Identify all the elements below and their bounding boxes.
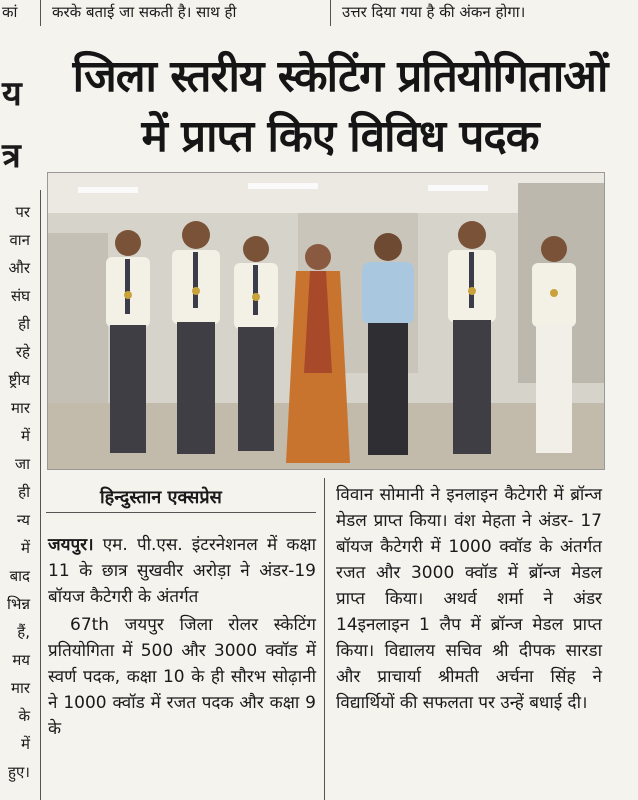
left-fragment: जा <box>14 455 30 473</box>
student-2 <box>172 221 220 454</box>
left-fragment: मार <box>11 399 30 417</box>
column-rule <box>40 190 41 800</box>
column-rule <box>324 478 325 800</box>
left-fragment: भिन्न <box>7 595 30 613</box>
article-column-2 <box>336 482 602 716</box>
left-fragment: पर <box>15 203 30 221</box>
left-fragment: ष्ट्रीय <box>8 371 30 389</box>
left-fragment: और <box>8 259 30 277</box>
photo-illustration <box>48 173 604 469</box>
left-fragment: में <box>21 539 30 557</box>
article-photo <box>47 172 605 470</box>
headline-line-1: जिला स्तरीय स्केटिंग प्रतियोगिताओं <box>72 51 608 102</box>
top-strip-middle: करके बताई जा सकती है। साथ ही <box>52 3 237 21</box>
column-1-paragraph-1: एम. पी.एस. इंटरनेशनल में कक्षा 11 के छात्र सुखवीर अरोड़ा ने अंडर-19 बॉयज कैटेगरी के अंतर्गत <box>48 535 317 607</box>
column-rule <box>40 0 41 26</box>
left-fragment: न्य <box>16 511 30 529</box>
article-column-1 <box>48 532 316 742</box>
headline-line-2: में प्राप्त किए विविध पदक <box>141 111 539 162</box>
left-fragment: हैं, <box>17 623 30 641</box>
column-2-paragraph: विवान सोमानी ने इनलाइन कैटेगरी में ब्रॉन्ज मेडल प्राप्त किया। वंश मेहता ने अंडर- 17 बॉयज कैटेगरी में 1000 क्वॉड के अंतर्गत रजत और 3000 क्वॉड में ब्रॉन्ज मेडल प्राप्त किया। अथर्व शर्मा ने अंडर 14इनलाइन 1 लैप में ब्रॉन्ज मेडल प्राप्त किया। विद्यालय सचिव श्री दीपक सारडा और प्राचार्या श्रीमती अर्चना सिंह ने विद्यार्थियों की सफलता पर उन्हें बधाई दी। <box>336 485 602 713</box>
left-big-line: य <box>2 74 22 114</box>
byline-rule <box>46 512 316 513</box>
dateline: जयपुर। <box>48 535 94 555</box>
top-strip-left: कां <box>2 3 18 21</box>
left-fragment: में <box>21 735 30 753</box>
left-fragment: ही <box>18 315 30 333</box>
top-strip-right: उत्तर दिया गया है की अंकन होगा। <box>342 3 526 21</box>
left-column-fragments <box>0 44 34 800</box>
left-fragment: बाद <box>9 567 30 585</box>
top-strip <box>0 0 638 28</box>
left-fragment: के <box>18 707 30 725</box>
left-fragment: में <box>21 427 30 445</box>
student-4 <box>448 221 496 454</box>
left-fragment: मय <box>12 651 30 669</box>
left-fragment: रहे <box>15 343 30 361</box>
left-fragment: हुए। <box>8 763 30 781</box>
student-1 <box>106 230 150 453</box>
left-big-line: त्र <box>2 136 21 176</box>
left-fragment: मार <box>11 679 30 697</box>
byline: हिन्दुस्तान एक्सप्रेस <box>100 487 222 508</box>
left-fragment: ही <box>18 483 30 501</box>
student-5 <box>532 236 576 453</box>
student-3 <box>234 236 278 451</box>
column-rule <box>330 0 331 26</box>
column-1-paragraph-2: 67th जयपुर जिला रोलर स्केटिंग प्रतियोगिता में 500 और 3000 क्वॉड में स्वर्ण पदक, कक्षा 10 के ही सौरभ सोढ़ानी ने 1000 क्वॉड में रजत पदक और कक्षा 9 के <box>48 615 316 739</box>
coach <box>362 233 414 455</box>
left-fragment: वान <box>9 231 30 249</box>
left-fragment: संघ <box>10 287 30 305</box>
